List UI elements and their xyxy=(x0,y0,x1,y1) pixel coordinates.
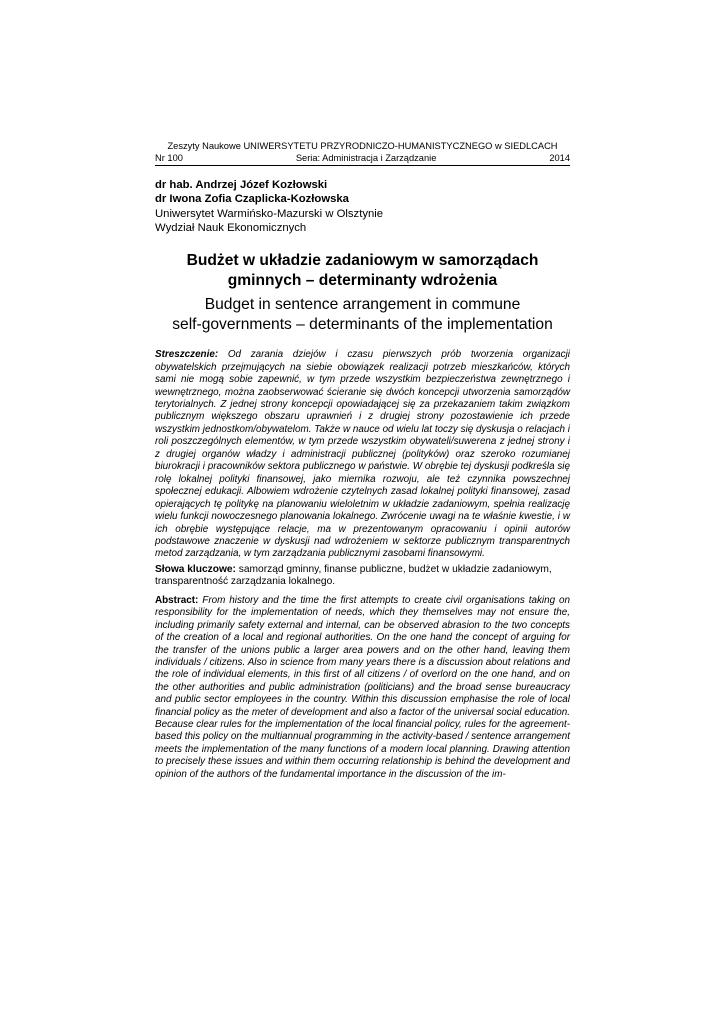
journal-name: Zeszyty Naukowe UNIWERSYTETU PRZYRODNICZO-HUMANISTYCZNEGO w SIEDLCACH xyxy=(167,141,558,151)
affiliation-faculty: Wydział Nauk Ekonomicznych xyxy=(155,221,307,234)
abstract-english-label: Abstract: xyxy=(155,594,199,606)
author-2: dr Iwona Zofia Czaplicka-Kozłowska xyxy=(155,193,349,206)
title-polish xyxy=(155,251,570,290)
keywords-label: Słowa kluczowe: xyxy=(155,563,236,575)
title-english-line-1: Budget in sentence arrangement in commune xyxy=(204,296,521,314)
abstract-polish-label: Streszczenie: xyxy=(155,349,219,361)
title-english xyxy=(155,295,570,334)
title-polish-line-1: Budżet w układzie zadaniowym w samorządach xyxy=(186,252,539,270)
abstract-polish xyxy=(155,349,570,561)
issue-number: Nr 100 xyxy=(155,153,183,163)
abstract-english xyxy=(155,595,570,781)
abstract-polish-text: Od zarania dziejów i czasu pierwszych prób tworzenia organizacji obywatelskich przejmujących na siebie obowiązek realizacji potrzeb mieszkańców, których sami nie mogą sobie zapewnić, w tym przede wszystkim bezpieczeństwa zewnętrznego i wewnętrznego, można zaobserwować ścieranie się dwóch koncepcji utworzenia samorządów terytorialnych. Z jednej strony koncepcji opowiadającej się za przekazaniem takim związkom publicznym większego obszaru uprawnień i z drugiej strony pozostawienie ich przede wszystkim jednostkom/obywatelom. Także w nauce od wielu lat toczy się dyskusja o relacjach i roli poszczególnych elementów, w tym przede wszystkim obywateli/suwerena z jednej strony i z drugiej organów władzy i administracji publicznej (polityków) oraz szeroko rozumianej biurokracji i pracowników sektora publicznego w państwie. W obrębie tej dyskusji podkreśla się rolę lokalnej polityki finansowej, jako miernika rozwoju, ale też czynnika powszechnej społecznej edukacji. Albowiem wdrożenie czytelnych zasad lokalnej polityki finansowej, zasad opierających tę politykę na planowaniu wieloletnim w układzie zadaniowym, spełnia realizację wielu funkcji nowoczesnego planowania lokalnego. Zwrócenie uwagi na te właśnie kwestie, i w ich obrębie występujące relacje, ma w prezentowanym opracowaniu i opinii autorów podstawowe znaczenie w dyskusji nad wdrożeniem w sektorze publicznym transparentnych metod zarządzania, w tym zarządzania publicznymi zasobami finansowymi. xyxy=(155,349,570,560)
author-block xyxy=(155,178,570,235)
keywords-text: samorząd gminny, finanse publiczne, budżet w układzie zadaniowym, transparentność zarządzania lokalnego. xyxy=(155,563,552,588)
paper-page xyxy=(155,140,570,781)
author-1: dr hab. Andrzej Józef Kozłowski xyxy=(155,179,328,191)
issue-line xyxy=(155,152,570,166)
issue-year: 2014 xyxy=(549,153,570,163)
series-name: Seria: Administracja i Zarządzanie xyxy=(295,153,437,163)
keywords-polish xyxy=(155,564,570,589)
title-polish-line-2: gminnych – determinanty wdrożenia xyxy=(227,271,498,289)
abstract-english-text: From history and the time the first attempts to create civil organisations taking on responsibility for the implementation of needs, which they themselves may not ensure the, including primarily safety external and internal, can be observed abrasion to the two concepts of the creation of a local and regional authorities. On the one hand the concept of arguing for the transfer of the unions public a larger area powers and on the other hand, leaving them individuals / citizens. Also in science from many years there is a discussion about relations and the role of individual elements, in this first of all citizens / of overlord on the one hand, and on the other authorities and public administration (politicians) and the broad sense bureaucracy and public sector employees in the country. Within this discussion emphasise the role of local financial policy as the meter of development and also a factor of the universal social education. Because clear rules for the implementation of the local financial policy, rules for the agreement-based this policy on the multiannual programming in the activity-based / sentence arrangement meets the implementation of the many functions of a modern local planning. Drawing attention to precisely these issues and within them occurring relationship is behind the development and opinion of the authors of the fundamental importance in the discussion of the im- xyxy=(155,594,570,780)
title-english-line-2: self-governments – determinants of the implementation xyxy=(172,315,553,333)
affiliation-university: Uniwersytet Warmińsko-Mazurski w Olsztynie xyxy=(155,207,384,220)
